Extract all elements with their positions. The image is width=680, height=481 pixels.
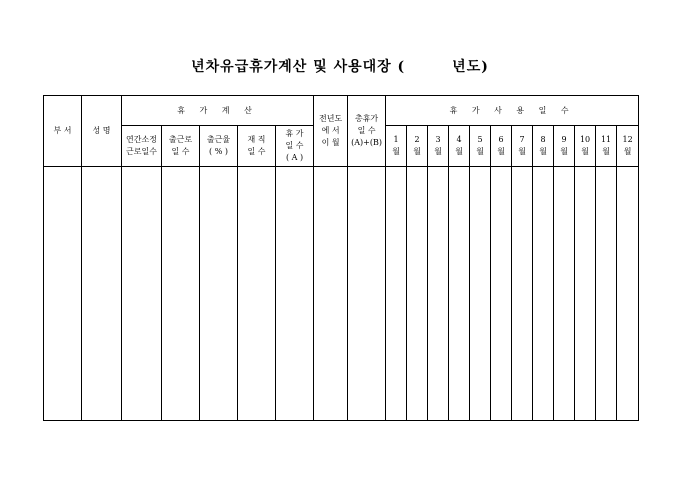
cell-month-2 — [407, 167, 428, 421]
cell-month-10 — [575, 167, 596, 421]
cell-month-5 — [470, 167, 491, 421]
cell-total-work-days — [162, 167, 200, 421]
header-month-8: 8 월 — [533, 126, 554, 167]
header-vacation-calc: 휴 가 계 산 — [122, 96, 314, 126]
header-month-10: 10 월 — [575, 126, 596, 167]
cell-month-7 — [512, 167, 533, 421]
header-month-2: 2 월 — [407, 126, 428, 167]
header-month-5: 5 월 — [470, 126, 491, 167]
header-month-3: 3 월 — [428, 126, 449, 167]
header-name: 성 명 — [82, 96, 122, 167]
cell-month-8 — [533, 167, 554, 421]
header-month-9: 9 월 — [554, 126, 575, 167]
header-month-12: 12 월 — [617, 126, 639, 167]
header-employed-days: 재 직 일 수 — [238, 126, 276, 167]
vacation-ledger-table — [43, 95, 639, 421]
cell-month-3 — [428, 167, 449, 421]
header-row-1 — [44, 96, 639, 126]
cell-month-6 — [491, 167, 512, 421]
header-dept: 부 서 — [44, 96, 82, 167]
cell-dept — [44, 167, 82, 421]
header-month-1: 1 월 — [386, 126, 407, 167]
header-carryover: 전년도 에 서 이 월 — [314, 96, 348, 167]
cell-total-vacation — [348, 167, 386, 421]
header-attendance-rate: 출근율 ( % ) — [200, 126, 238, 167]
document-title: 년차유급휴가계산 및 사용대장 ( 년도) — [191, 59, 489, 75]
cell-name — [82, 167, 122, 421]
cell-month-9 — [554, 167, 575, 421]
cell-carryover — [314, 167, 348, 421]
cell-month-12 — [617, 167, 639, 421]
cell-month-11 — [596, 167, 617, 421]
table-row — [44, 167, 639, 421]
header-month-7: 7 월 — [512, 126, 533, 167]
cell-month-1 — [386, 167, 407, 421]
header-month-4: 4 월 — [449, 126, 470, 167]
cell-attendance-rate — [200, 167, 238, 421]
header-vacation-days-a: 휴 가 일 수 ( A ) — [276, 126, 314, 167]
cell-annual-work-days — [122, 167, 162, 421]
cell-vacation-days-a — [276, 167, 314, 421]
header-total-work-days: 출근로 일 수 — [162, 126, 200, 167]
cell-month-4 — [449, 167, 470, 421]
header-total-vacation: 총휴가 일 수 (A)+(B) — [348, 96, 386, 167]
header-month-11: 11 월 — [596, 126, 617, 167]
cell-employed-days — [238, 167, 276, 421]
header-vacation-usage: 휴 가 사 용 일 수 — [386, 96, 639, 126]
header-annual-work-days: 연간소정 근로일수 — [122, 126, 162, 167]
header-month-6: 6 월 — [491, 126, 512, 167]
